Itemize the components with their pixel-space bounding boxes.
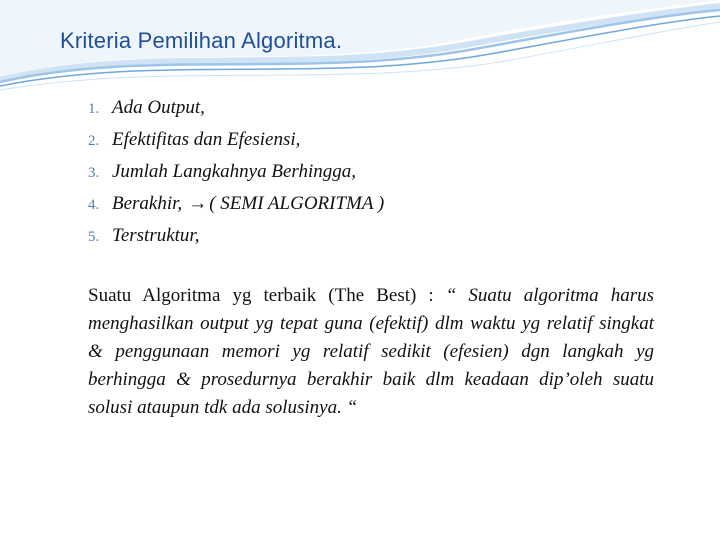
list-number: 4.: [88, 197, 100, 213]
slide-title: Kriteria Pemilihan Algoritma.: [60, 28, 343, 53]
list-item: [88, 92, 384, 124]
list-number: 5.: [88, 229, 100, 245]
list-text: Ada Output,: [112, 97, 205, 118]
list-item: [88, 124, 384, 156]
criteria-list: [88, 92, 384, 252]
list-text: Jumlah Langkahnya Berhingga,: [112, 161, 356, 182]
list-text: Efektifitas dan Efesiensi,: [112, 129, 301, 150]
list-text: Berakhir,: [112, 193, 183, 214]
definition-paragraph: [88, 282, 654, 422]
list-item: [88, 156, 384, 188]
list-number: 2.: [88, 133, 100, 149]
list-item: [88, 188, 384, 220]
list-item: [88, 220, 384, 252]
right-arrow-icon: →: [188, 193, 208, 214]
list-number: 1.: [88, 101, 100, 117]
list-note: ( SEMI ALGORITMA ): [209, 193, 385, 214]
list-number: 3.: [88, 165, 100, 181]
list-text: Terstruktur,: [112, 225, 200, 246]
paragraph-lead: Suatu Algoritma yg terbaik (The Best) :: [88, 285, 446, 306]
paragraph-quote: “ Suatu algoritma harus menghasilkan output yg tepat guna (efektif) dlm waktu yg relatif singkat & penggunaan memori yg relatif sedikit (efesien) dgn langkah yg berhingga & prosedurnya berakhir baik dlm keadaan dip’oleh suatu solusi ataupun tdk ada solusinya. “: [88, 285, 654, 418]
